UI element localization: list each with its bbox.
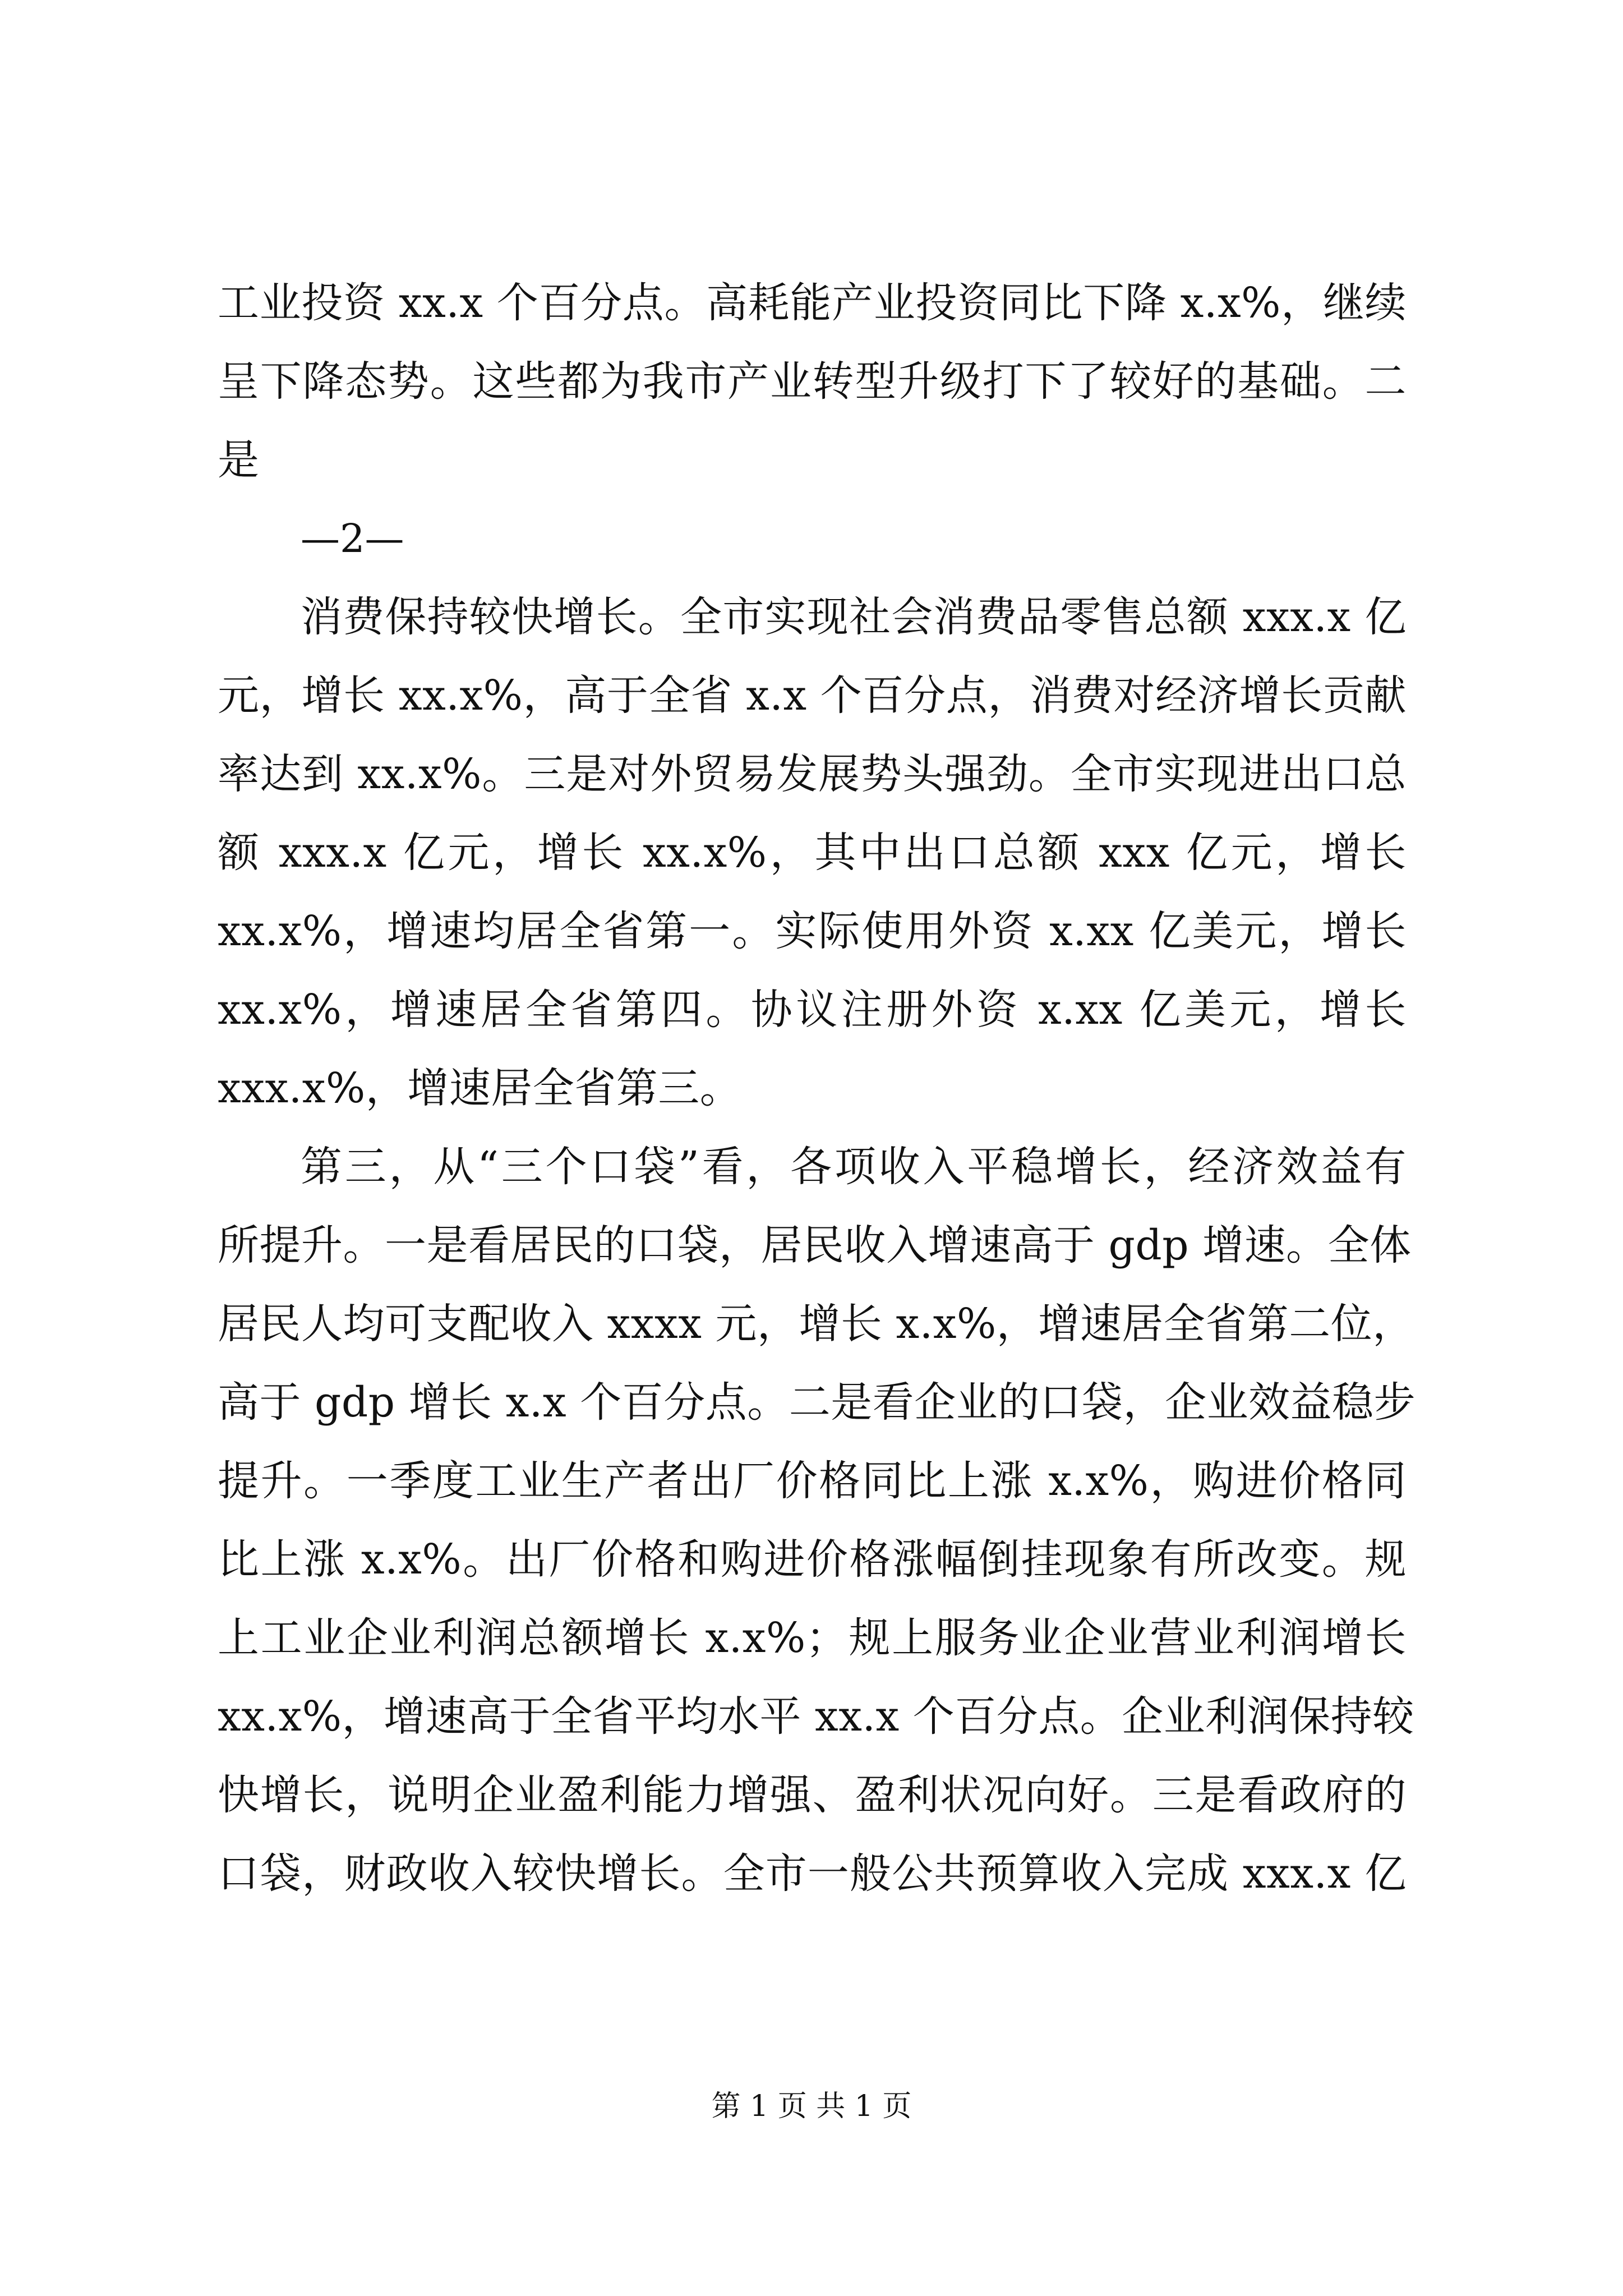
text-line: xx.x%，增速高于全省平均水平 xx.x 个百分点。企业利润保持较 bbox=[218, 1692, 1414, 1741]
page-number-marker: —2— bbox=[301, 516, 404, 562]
text-line: 快增长，说明企业盈利能力增强、盈利状况向好。三是看政府的 bbox=[218, 1771, 1407, 1819]
page-footer: 第 1 页 共 1 页 bbox=[711, 2090, 912, 2123]
text-line: 高于 gdp 增长 x.x 个百分点。二是看企业的口袋，企业效益稳步 bbox=[218, 1378, 1416, 1427]
text-line: 口袋，财政收入较快增长。全市一般公共预算收入完成 xxx.x 亿 bbox=[218, 1849, 1407, 1898]
paragraph-first-line: 消费保持较快增长。全市实现社会消费品零售总额 xxx.x 亿 bbox=[301, 593, 1407, 641]
text-line: xx.x%，增速居全省第四。协议注册外资 x.xx 亿美元，增长 bbox=[218, 986, 1407, 1034]
text-line: 元，增长 xx.x%，高于全省 x.x 个百分点，消费对经济增长贡献 bbox=[218, 671, 1407, 720]
text-line: 上工业企业利润总额增长 x.x%；规上服务业企业营业利润增长 bbox=[218, 1614, 1407, 1662]
text-line: xxx.x%，增速居全省第三。 bbox=[218, 1064, 742, 1112]
text-line: 比上涨 x.x%。出厂价格和购进价格涨幅倒挂现象有所改变。规 bbox=[218, 1535, 1407, 1584]
text-line: 所提升。一是看居民的口袋，居民收入增速高于 gdp 增速。全体 bbox=[218, 1221, 1412, 1269]
document-body bbox=[218, 264, 1416, 1913]
paragraph-first-line: 第三，从“三个口袋”看，各项收入平稳增长，经济效益有 bbox=[301, 1143, 1407, 1191]
text-line: 工业投资 xx.x 个百分点。高耗能产业投资同比下降 x.x%，继续 bbox=[218, 279, 1407, 327]
text-line: 居民人均可支配收入 xxxx 元，增长 x.x%，增速居全省第二位， bbox=[218, 1300, 1414, 1348]
text-line: 是 bbox=[218, 436, 260, 484]
text-line: 提升。一季度工业生产者出厂价格同比上涨 x.x%，购进价格同 bbox=[218, 1457, 1407, 1505]
text-line: 率达到 xx.x%。三是对外贸易发展势头强劲。全市实现进出口总 bbox=[218, 750, 1407, 798]
text-line: 呈下降态势。这些都为我市产业转型升级打下了较好的基础。二 bbox=[218, 357, 1407, 406]
text-line: xx.x%，增速均居全省第一。实际使用外资 x.xx 亿美元，增长 bbox=[218, 907, 1407, 955]
text-line: 额 xxx.x 亿元，增长 xx.x%，其中出口总额 xxx 亿元，增长 bbox=[218, 829, 1407, 877]
